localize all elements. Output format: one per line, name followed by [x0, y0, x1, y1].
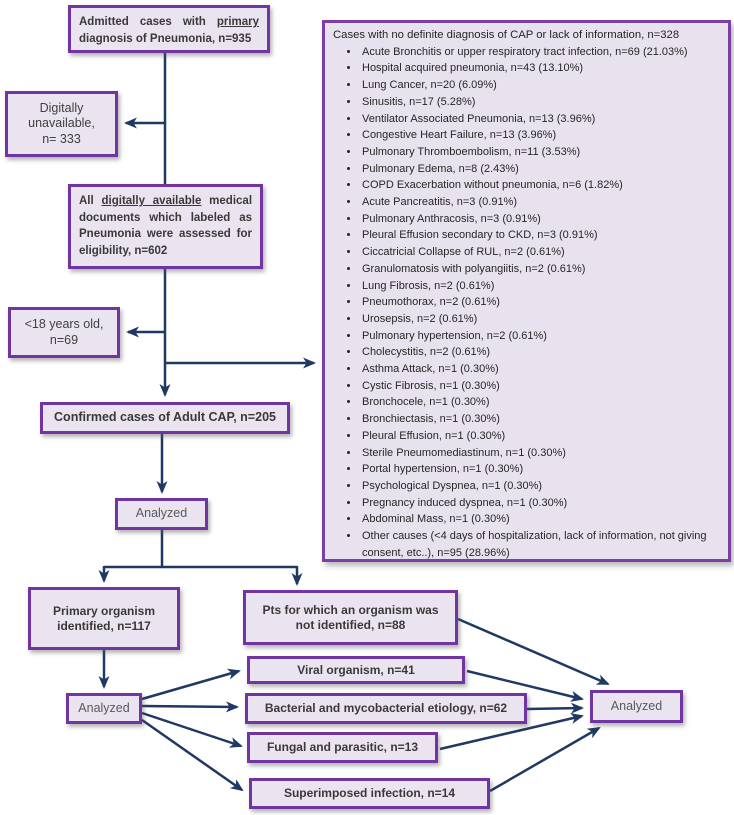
exclusion-item: • Pleural Effusion secondary to CKD, n=3 (0.91%)	[360, 227, 722, 244]
exclusion-item: • Pleural Effusion, n=1 (0.30%)	[360, 428, 722, 445]
under-18-box	[8, 307, 120, 358]
exclusion-item: • Sterile Pneumomediastinum, n=1 (0.30%)	[360, 445, 722, 462]
admitted-cases-box	[68, 5, 270, 53]
exclusion-item: • Hospital acquired pneumonia, n=43 (13.10%)	[360, 60, 722, 77]
exclusion-item: • Acute Pancreatitis, n=3 (0.91%)	[360, 194, 722, 211]
organism-not-identified-box	[243, 590, 458, 645]
exclusion-item: • Abdominal Mass, n=1 (0.30%)	[360, 511, 722, 528]
assessed-text-pre: All	[79, 195, 102, 207]
exclusion-item: • Congestive Heart Failure, n=13 (3.96%)	[360, 127, 722, 144]
analyzed-box-1	[115, 498, 208, 530]
viral-organism-box	[247, 656, 465, 684]
primary-organism-box	[28, 587, 180, 650]
exclusion-item: • COPD Exacerbation without pneumonia, n=6 (1.82%)	[360, 177, 722, 194]
exclusion-item: • Cholecystitis, n=2 (0.61%)	[360, 344, 722, 361]
digitally-unavailable-line1: Digitally	[39, 100, 84, 115]
exclusion-item: • Pulmonary Thromboembolism, n=11 (3.53%)	[360, 144, 722, 161]
exclusion-item: • Other causes (<4 days of hospitalization, lack of information, not giving consent, etc..), n=95 (28.96%)	[360, 528, 722, 561]
admitted-text-pre: Admitted cases with	[79, 16, 217, 28]
exclusion-item: • Portal hypertension, n=1 (0.30%)	[360, 461, 722, 478]
analyzed-box-3	[590, 690, 683, 723]
assessed-eligibility-box	[68, 184, 263, 269]
under-18-line2: n=69	[49, 332, 79, 347]
exclusion-title: Cases with no definite diagnosis of CAP or lack of information, n=328	[333, 29, 680, 41]
assessed-text-post: medical documents which labeled as Pneumonia were assessed for eligibility, n=602	[79, 195, 253, 258]
exclusion-item: • Pregnancy induced dyspnea, n=1 (0.30%)	[360, 495, 722, 512]
fungal-parasitic-label: Fungal and parasitic, n=13	[266, 740, 419, 754]
under-18-line1: <18 years old,	[24, 316, 104, 331]
exclusion-item: • Acute Bronchitis or upper respiratory tract infection, n=69 (21.03%)	[360, 44, 722, 61]
exclusion-item: • Pulmonary Anthracosis, n=3 (0.91%)	[360, 211, 722, 228]
exclusion-item: • Bronchiectasis, n=1 (0.30%)	[360, 411, 722, 428]
fungal-parasitic-box	[247, 732, 438, 763]
exclusion-item: • Pneumothorax, n=2 (0.61%)	[360, 294, 722, 311]
exclusion-item: • Ventilator Associated Pneumonia, n=13 (3.96%)	[360, 111, 722, 128]
exclusion-item: • Pulmonary hypertension, n=2 (0.61%)	[360, 328, 722, 345]
primary-organism-label: Primary organism identified, n=117	[52, 603, 156, 633]
digitally-unavailable-line3: n= 333	[42, 131, 81, 146]
confirmed-cap-label: Confirmed cases of Adult CAP, n=205	[54, 410, 276, 425]
exclusion-item: • Asthma Attack, n=1 (0.30%)	[360, 361, 722, 378]
exclusion-reasons-box	[322, 20, 731, 562]
admitted-text-post: diagnosis of Pneumonia, n=935	[79, 32, 252, 45]
analyzed-2-label: Analyzed	[78, 700, 130, 715]
viral-organism-label: Viral organism, n=41	[297, 662, 415, 677]
exclusion-item: • Cystic Fibrosis, n=1 (0.30%)	[360, 378, 722, 395]
exclusion-item: • Lung Cancer, n=20 (6.09%)	[360, 77, 722, 94]
exclusion-item: • Bronchocele, n=1 (0.30%)	[360, 394, 722, 411]
exclusion-item: • Granulomatosis with polyangiitis, n=2 (0.61%)	[360, 261, 722, 278]
bacterial-etiology-box	[245, 693, 527, 724]
organism-not-identified-label: Pts for which an organism was not identified, n=88	[262, 602, 439, 632]
digitally-unavailable-line2: unavailable,	[28, 116, 95, 131]
superimposed-infection-label: Superimposed infection, n=14	[283, 786, 456, 800]
exclusion-item: • Pulmonary Edema, n=8 (2.43%)	[360, 161, 722, 178]
superimposed-infection-box	[249, 778, 490, 809]
digitally-unavailable-box	[5, 91, 118, 157]
confirmed-cap-box	[40, 402, 290, 434]
assessed-text-underlined: digitally available	[101, 195, 202, 207]
exclusion-item: • Ciccatricial Collapse of RUL, n=2 (0.61%)	[360, 244, 722, 261]
bacterial-etiology-label: Bacterial and mycobacterial etiology, n=62	[264, 701, 508, 715]
exclusion-item: • Urosepsis, n=2 (0.61%)	[360, 311, 722, 328]
exclusion-item: • Psychological Dyspnea, n=1 (0.30%)	[360, 478, 722, 495]
admitted-text-underlined: primary	[216, 16, 259, 28]
exclusion-list	[333, 44, 722, 562]
exclusion-item: • Sinusitis, n=17 (5.28%)	[360, 94, 722, 111]
analyzed-3-label: Analyzed	[610, 698, 663, 713]
analyzed-box-2	[66, 693, 142, 724]
exclusion-item: • Lung Fibrosis, n=2 (0.61%)	[360, 278, 722, 295]
analyzed-1-label: Analyzed	[135, 506, 188, 521]
